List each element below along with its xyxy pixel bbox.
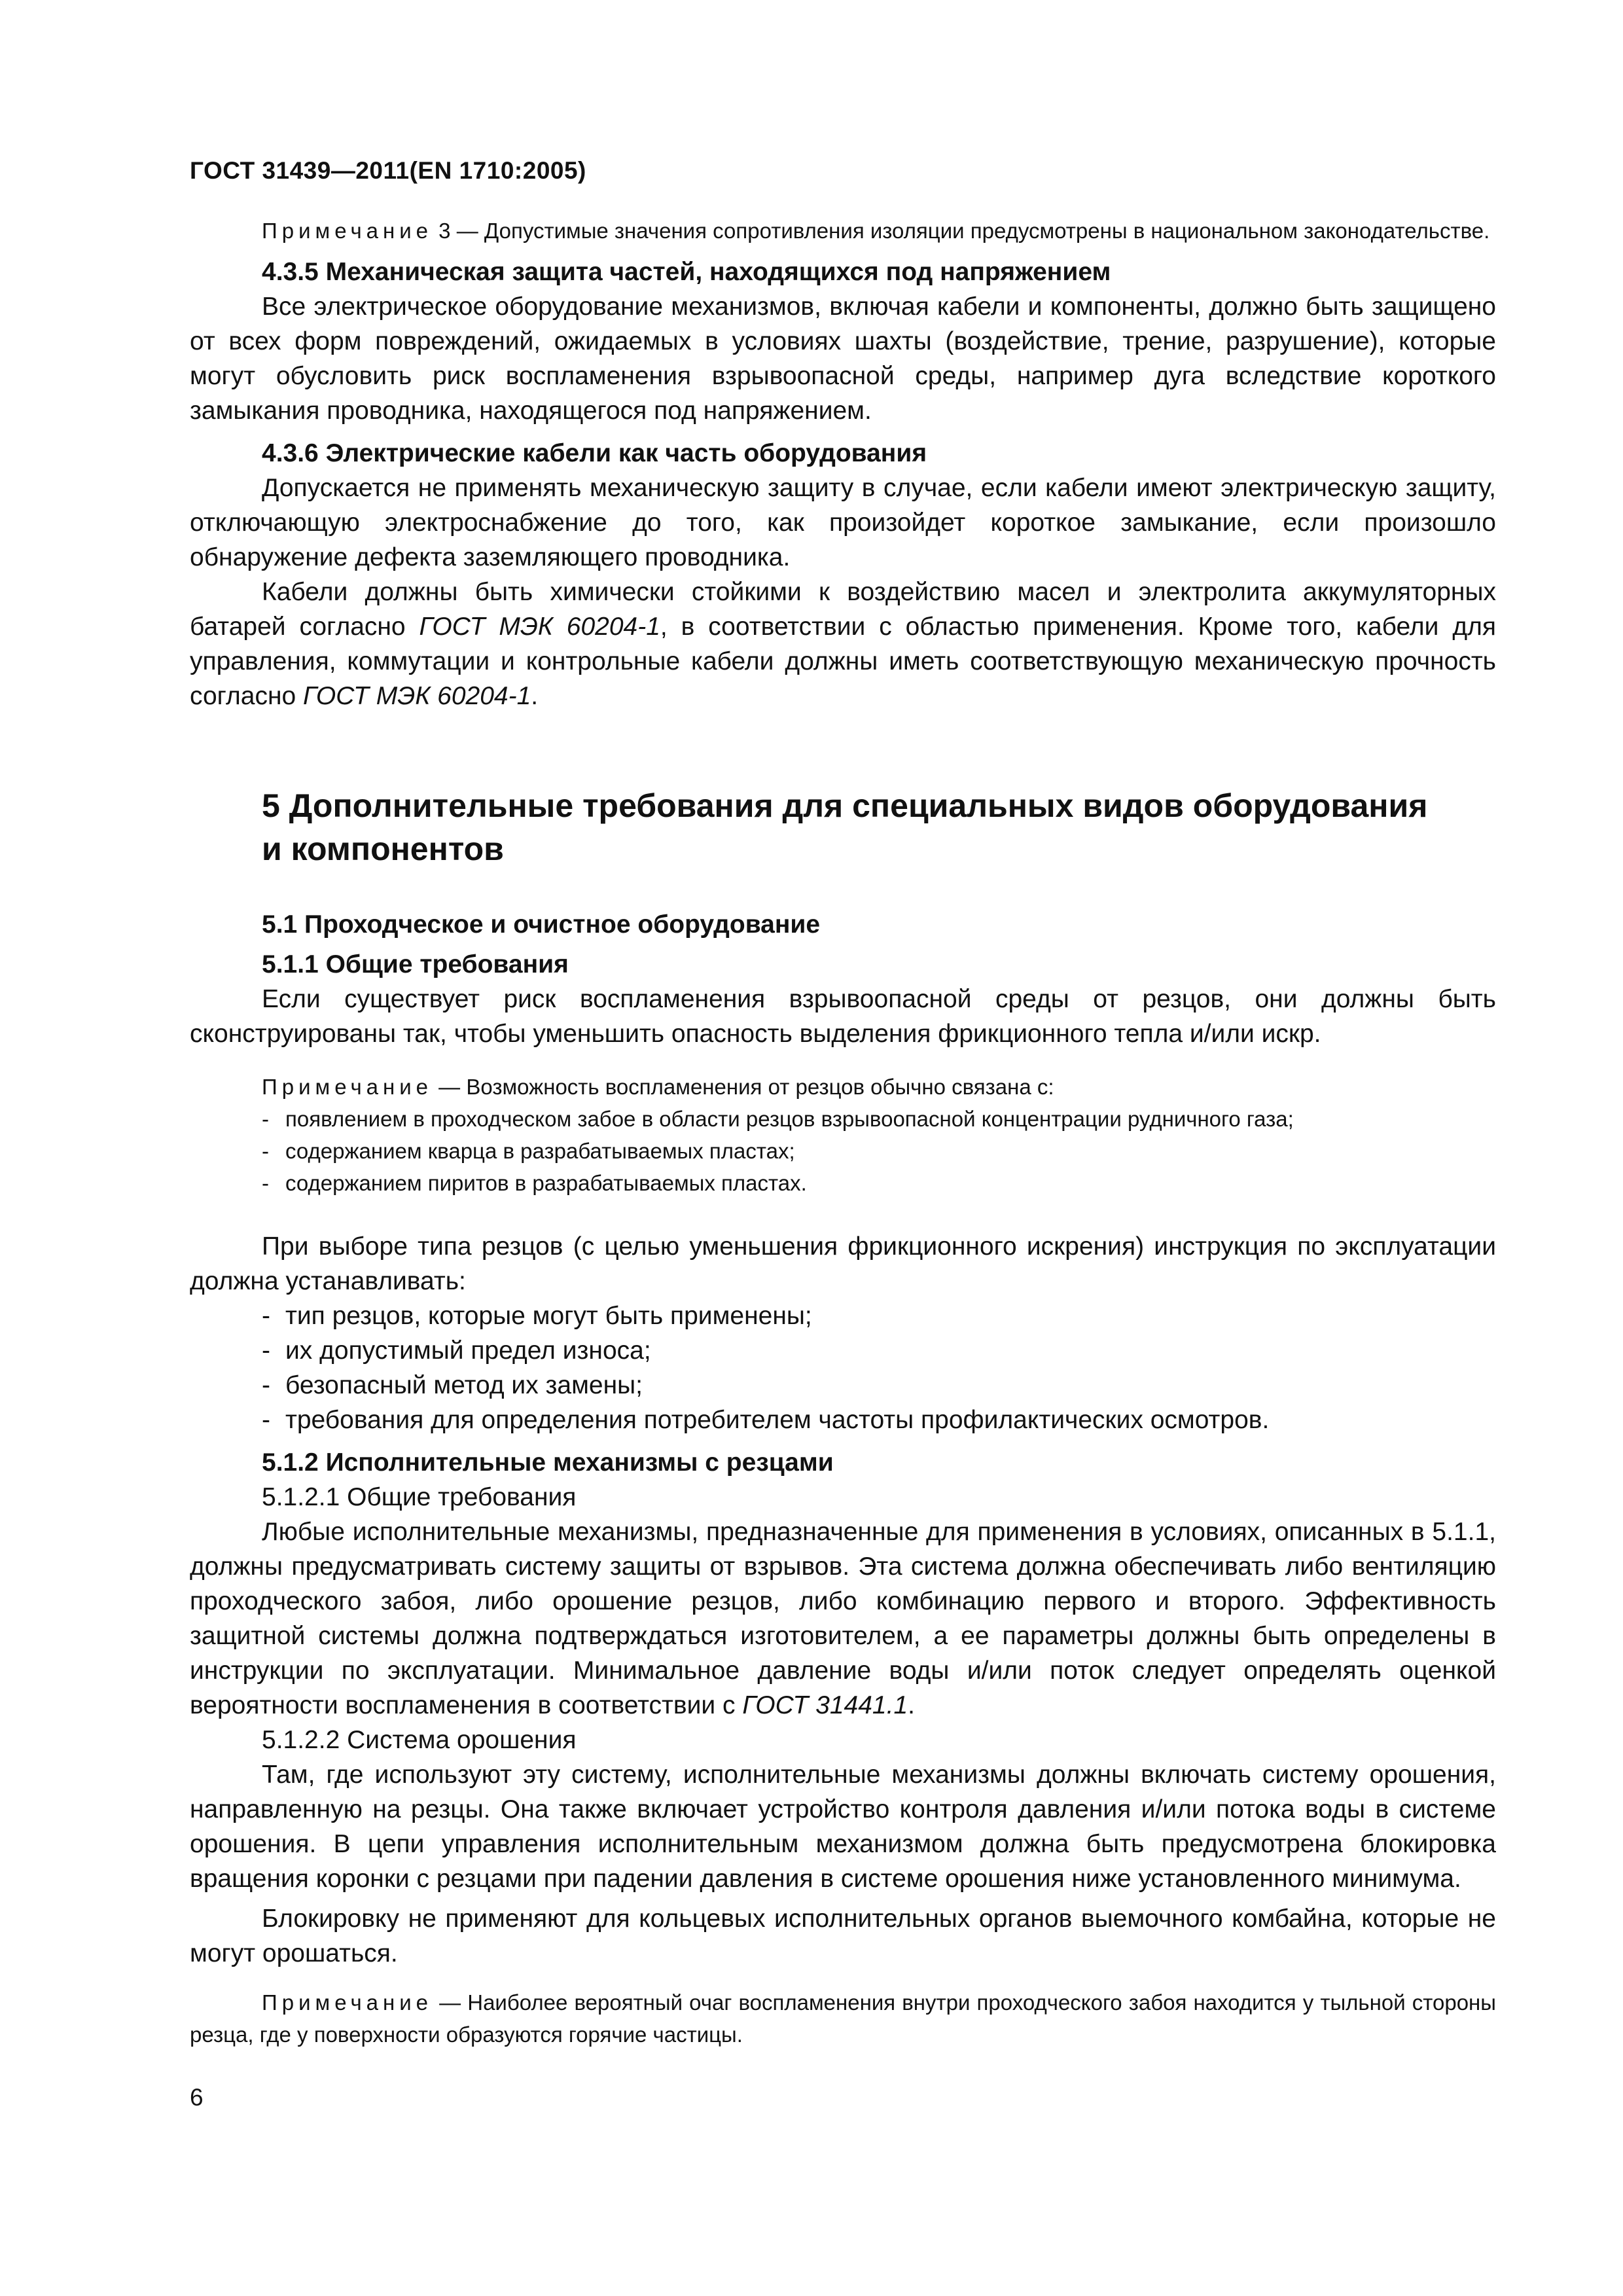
text-run: . xyxy=(908,1691,915,1719)
page-number: 6 xyxy=(190,2084,204,2111)
note-label: Примечание xyxy=(262,1075,433,1099)
section-5-1-title: 5.1 Проходческое и очистное оборудование xyxy=(262,910,821,939)
note-3 xyxy=(190,215,1496,247)
section-4-3-6-paragraph-1: Допускается не применять механическую защиту в случае, если кабели имеют электрическую защиту, отключающую электроснабжение до того, как произойдет короткое замыкание, если произошло обнаружение дефекта заземляющего проводника. xyxy=(190,474,1496,571)
section-4-3-6-paragraph-2 xyxy=(190,575,1496,713)
standard-reference: ГОСТ МЭК 60204-1 xyxy=(419,613,660,641)
text-run: , в соответствии с областью применения. Кроме того, кабели для управления, коммутации и контрольные кабели должны иметь соответствующую механическую прочность согласно xyxy=(190,613,1496,710)
section-5-1-1-title: 5.1.1 Общие требования xyxy=(262,950,569,978)
section-5-1-1-paragraph-2: При выборе типа резцов (с целью уменьшения фрикционного искрения) инструкция по эксплуатации должна устанавливать: xyxy=(190,1232,1496,1295)
section-5-title xyxy=(262,784,1496,870)
list-item-text: содержанием кварца в разрабатываемых пластах; xyxy=(285,1139,795,1163)
standard-reference: ГОСТ МЭК 60204-1 xyxy=(303,682,531,710)
section-5-1-1-paragraph-1: Если существует риск воспламенения взрывоопасной среды от резцов, они должны быть сконструированы так, чтобы уменьшить опасность выделения фрикционного тепла и/или искр. xyxy=(190,985,1496,1048)
section-5-1-2-1-paragraph xyxy=(190,1515,1496,1723)
section-5-1-2-1-title: 5.1.2.1 Общие требования xyxy=(262,1483,577,1511)
list-item: - появлением в проходческом забое в области резцов взрывоопасной концентрации рудничного газа; xyxy=(262,1107,1294,1131)
section-5-1-2-2-paragraph-2: Блокировку не применяют для кольцевых исполнительных органов выемочного комбайна, которые не могут орошаться. xyxy=(190,1905,1496,1967)
list-item-text: требования для определения потребителем частоты профилактических осмотров. xyxy=(285,1406,1270,1434)
text-run: . xyxy=(531,682,539,710)
note-text: — Допустимые значения сопротивления изоляции предусмотрены в национальном законодательстве. xyxy=(450,219,1490,243)
list-item: - тип резцов, которые могут быть применены; xyxy=(262,1302,812,1330)
note-text: — Возможность воспламенения от резцов обычно связана с: xyxy=(433,1075,1054,1099)
document-header: ГОСТ 31439—2011(EN 1710:2005) xyxy=(190,157,586,184)
list-item-text: содержанием пиритов в разрабатываемых пластах. xyxy=(285,1171,807,1195)
list-item-text: их допустимый предел износа; xyxy=(285,1336,651,1365)
section-4-3-5-title: 4.3.5 Механическая защита частей, находящихся под напряжением xyxy=(262,258,1111,286)
title-line: 5 Дополнительные требования для специальных видов оборудования xyxy=(262,787,1428,824)
note-label: Примечание xyxy=(262,219,433,243)
document-page xyxy=(190,157,1496,2051)
section-5-1-2-2-title: 5.1.2.2 Система орошения xyxy=(262,1726,577,1754)
note-number: 3 xyxy=(433,219,451,243)
section-4-3-5-paragraph: Все электрическое оборудование механизмов, включая кабели и компоненты, должно быть защищено от всех форм повреждений, ожидаемых в условиях шахты (воздействие, трение, разрушение), которые могут обусловить риск воспламенения взрывоопасной среды, например дуга вследствие короткого замыкания проводника, находящегося под напряжением. xyxy=(190,293,1496,425)
section-5-1-2-title: 5.1.2 Исполнительные механизмы с резцами xyxy=(262,1448,834,1477)
title-line: и компонентов xyxy=(262,831,504,867)
note-5-1-1 xyxy=(190,1071,1496,1103)
list-item: - требования для определения потребителем частоты профилактических осмотров. xyxy=(262,1406,1270,1434)
section-4-3-6-title: 4.3.6 Электрические кабели как часть оборудования xyxy=(262,439,927,467)
list-item: - их допустимый предел износа; xyxy=(262,1336,651,1365)
list-item-text: безопасный метод их замены; xyxy=(285,1371,643,1399)
standard-reference: ГОСТ 31441.1 xyxy=(742,1691,908,1719)
list-item-text: появлением в проходческом забое в области резцов взрывоопасной концентрации рудничного газа; xyxy=(285,1107,1294,1131)
text-run: Любые исполнительные механизмы, предназначенные для применения в условиях, описанных в 5.1.1, должны предусматривать систему защиты от взрывов. Эта система должна обеспечивать либо вентиляцию проходческого забоя, либо орошение резцов, либо комбинацию первого и второго. Эффективность защитной системы должна подтверждаться изготовителем, а ее параметры должны быть определены в инструкции по эксплуатации. Минимальное давление воды и/или поток следует определять оценкой вероятности воспламенения в соответствии с xyxy=(190,1518,1496,1719)
list-item: - безопасный метод их замены; xyxy=(262,1371,643,1399)
list-item: - содержанием пиритов в разрабатываемых пластах. xyxy=(262,1171,807,1195)
note-5-1-2-2 xyxy=(190,1986,1496,2051)
list-item: - содержанием кварца в разрабатываемых пластах; xyxy=(262,1139,795,1163)
note-label: Примечание xyxy=(262,1990,433,2015)
note-text: — Наиболее вероятный очаг воспламенения внутри проходческого забоя находится у тыльной стороны резца, где у поверхности образуются горячие частицы. xyxy=(190,1990,1496,2047)
requirements-list xyxy=(190,1299,1496,1437)
text-run: Кабели должны быть химически стойкими к воздействию масел и электролита аккумуляторных батарей согласно xyxy=(190,578,1496,641)
section-5-1-2-2-paragraph-1: Там, где используют эту систему, исполнительные механизмы должны включать систему орошения, направленную на резцы. Она также включает устройство контроля давления и/или потока воды в системе орошения. В цепи управления исполнительным механизмом должна быть предусмотрена блокировка вращения коронки с резцами при падении давления в системе орошения ниже установленного минимума. xyxy=(190,1761,1496,1893)
note-list xyxy=(190,1103,1496,1199)
list-item-text: тип резцов, которые могут быть применены; xyxy=(285,1302,812,1330)
